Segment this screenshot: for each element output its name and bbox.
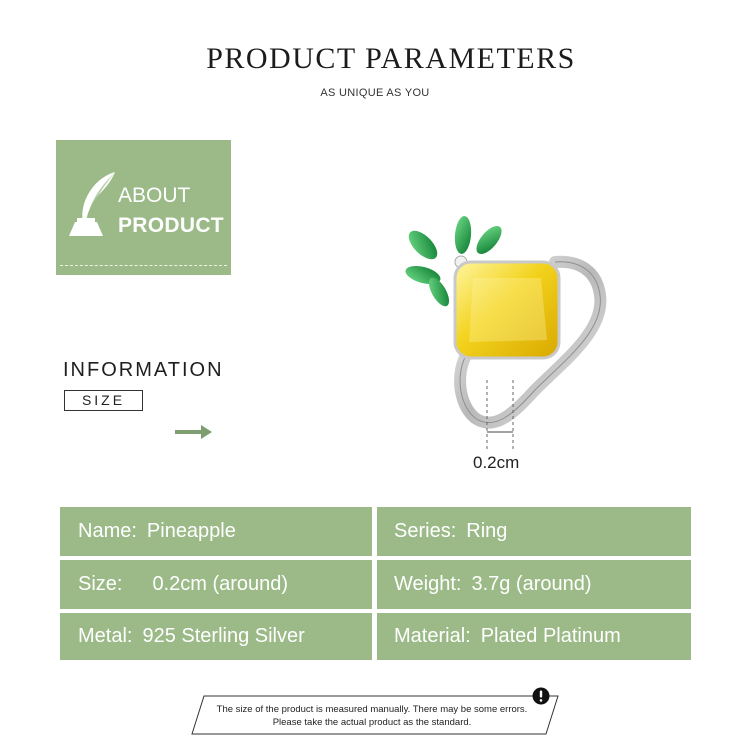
information-heading: INFORMATION [63,359,224,381]
param-series-label: Series: [394,520,457,542]
notice-line-1: The size of the product is measured manually. There may be some errors. [216,704,528,715]
size-tag: SIZE [64,390,143,411]
pineapple-ring-image [395,200,615,460]
param-material-label: Material: [394,625,471,647]
exclamation-icon [532,687,550,705]
param-name [60,507,372,556]
notice-text [190,703,554,729]
notice-line-2: Please take the actual product as the standard. [272,717,472,728]
param-weight [377,560,691,609]
about-product-box [56,140,231,275]
param-name-value: Pineapple [146,520,236,542]
quill-inkwell-icon [65,170,119,242]
param-metal-label: Metal: [78,625,133,647]
param-size-value: 0.2cm (around) [152,573,289,595]
param-weight-value: 3.7g (around) [471,573,592,595]
page-subtitle: AS UNIQUE AS YOU [320,87,430,99]
param-material [377,613,691,660]
measurement-label: 0.2cm [473,453,520,472]
param-series-value: Ring [466,520,508,542]
param-size [60,560,372,609]
product-label: PRODUCT [118,214,224,237]
arrow-right-icon [175,424,213,440]
page-title: PRODUCT PARAMETERS [206,42,576,75]
about-label: ABOUT [118,184,191,207]
param-name-label: Name: [78,520,137,542]
parameters-table [60,507,691,660]
param-weight-label: Weight: [394,573,462,595]
param-material-value: Plated Platinum [480,625,621,647]
dashed-divider [60,265,227,266]
param-metal-value: 925 Sterling Silver [142,625,305,647]
param-series [377,507,691,556]
param-size-label: Size: [78,573,123,595]
param-metal [60,613,372,660]
